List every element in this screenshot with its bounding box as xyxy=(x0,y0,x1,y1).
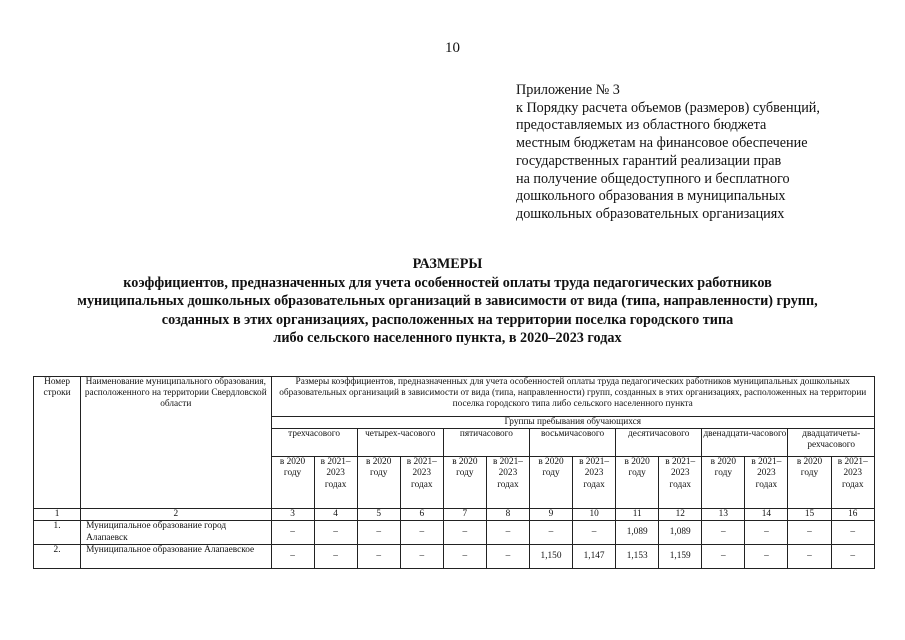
appendix-block xyxy=(516,82,820,224)
coefficient-cell: – xyxy=(702,521,745,545)
column-number: 7 xyxy=(443,509,486,521)
coefficient-cell: – xyxy=(400,521,443,545)
group-header: восьмичасового xyxy=(529,429,615,457)
coefficient-cell: 1,150 xyxy=(529,545,572,569)
column-number: 6 xyxy=(400,509,443,521)
year-header: в 2020 году xyxy=(357,457,400,509)
coefficient-cell: – xyxy=(788,545,831,569)
coefficient-cell: – xyxy=(486,521,529,545)
header-coefficient-sizes: Размеры коэффициентов, предназначенных для учета особенностей оплаты труда педагогических работников муниципальных дошкольных образовательных организаций в зависимости от вида (типа, направленности) групп, созданных в этих организациях, расположенных на территории поселка городского типа либо сельского населенного пункта xyxy=(271,377,875,417)
coefficient-cell: – xyxy=(788,521,831,545)
coefficient-cell: – xyxy=(314,545,357,569)
appendix-line: местным бюджетам на финансовое обеспечение xyxy=(516,135,808,152)
municipality-name: Муниципальное образование Алапаевское xyxy=(81,545,271,569)
coefficient-cell: – xyxy=(271,545,314,569)
column-number: 4 xyxy=(314,509,357,521)
municipality-name: Муниципальное образование город Алапаевск xyxy=(81,521,271,545)
coefficient-cell: – xyxy=(831,521,874,545)
coefficient-cell: 1,089 xyxy=(616,521,659,545)
column-number: 3 xyxy=(271,509,314,521)
year-header: в 2021–2023 годах xyxy=(745,457,788,509)
year-header: в 2020 году xyxy=(271,457,314,509)
title-heading: РАЗМЕРЫ xyxy=(412,256,483,272)
coefficient-cell: – xyxy=(357,545,400,569)
group-header: трехчасового xyxy=(271,429,357,457)
header-municipality-name: Наименование муниципального образования, расположенного на территории Свердловской области xyxy=(81,377,271,509)
coefficient-cell: – xyxy=(443,521,486,545)
coefficient-cell: – xyxy=(573,521,616,545)
column-number: 8 xyxy=(486,509,529,521)
year-header: в 2021–2023 годах xyxy=(659,457,702,509)
table-row xyxy=(34,545,875,569)
group-header: двадцатичеты-рехчасового xyxy=(788,429,875,457)
column-number: 10 xyxy=(573,509,616,521)
row-number: 2. xyxy=(34,545,81,569)
coefficient-cell: 1,147 xyxy=(573,545,616,569)
coefficient-cell: – xyxy=(486,545,529,569)
year-header: в 2021–2023 годах xyxy=(573,457,616,509)
title-line: муниципальных дошкольных образовательных организаций в зависимости от вида (типа, направленности) групп, xyxy=(77,293,818,309)
appendix-line: предоставляемых из областного бюджета xyxy=(516,117,767,134)
column-number: 13 xyxy=(702,509,745,521)
coefficient-cell: 1,089 xyxy=(659,521,702,545)
appendix-line: к Порядку расчета объемов (размеров) субвенций, xyxy=(516,99,820,116)
year-header: в 2020 году xyxy=(443,457,486,509)
coefficient-cell: – xyxy=(702,545,745,569)
year-header: в 2020 году xyxy=(788,457,831,509)
column-number: 5 xyxy=(357,509,400,521)
year-header: в 2021–2023 годах xyxy=(486,457,529,509)
coefficient-cell: – xyxy=(400,545,443,569)
appendix-line: Приложение № 3 xyxy=(516,82,620,98)
year-header: в 2021–2023 годах xyxy=(314,457,357,509)
appendix-line: дошкольного образования в муниципальных xyxy=(516,188,786,205)
column-number: 14 xyxy=(745,509,788,521)
column-number: 16 xyxy=(831,509,874,521)
coefficient-cell: – xyxy=(357,521,400,545)
year-header: в 2021–2023 годах xyxy=(400,457,443,509)
coefficient-cell: – xyxy=(745,545,788,569)
table-row xyxy=(34,521,875,545)
document-title xyxy=(0,255,895,348)
page-number: 10 xyxy=(445,40,460,56)
column-number: 1 xyxy=(34,509,81,521)
group-header: четырех-часового xyxy=(357,429,443,457)
coefficient-cell: – xyxy=(831,545,874,569)
group-header: пятичасового xyxy=(443,429,529,457)
header-row-number: Номер строки xyxy=(34,377,81,509)
year-header: в 2020 году xyxy=(616,457,659,509)
year-header: в 2021–2023 годах xyxy=(831,457,874,509)
coefficients-table xyxy=(33,376,875,569)
header-groups: Группы пребывания обучающихся xyxy=(271,417,875,429)
coefficient-cell: – xyxy=(443,545,486,569)
coefficient-cell: – xyxy=(314,521,357,545)
column-number: 12 xyxy=(659,509,702,521)
appendix-line: на получение общедоступного и бесплатного xyxy=(516,170,790,187)
group-header: десятичасового xyxy=(616,429,702,457)
title-line: коэффициентов, предназначенных для учета особенностей оплаты труда педагогических работников xyxy=(123,274,772,291)
column-number: 2 xyxy=(81,509,271,521)
coefficient-cell: – xyxy=(271,521,314,545)
appendix-line: дошкольных образовательных организациях xyxy=(516,205,785,222)
coefficient-cell: – xyxy=(745,521,788,545)
year-header: в 2020 году xyxy=(529,457,572,509)
column-number: 9 xyxy=(529,509,572,521)
year-header: в 2020 году xyxy=(702,457,745,509)
row-number: 1. xyxy=(34,521,81,545)
coefficient-cell: 1,159 xyxy=(659,545,702,569)
column-number: 11 xyxy=(616,509,659,521)
column-number: 15 xyxy=(788,509,831,521)
coefficient-cell: – xyxy=(529,521,572,545)
title-line: либо сельского населенного пункта, в 2020–2023 годах xyxy=(273,330,622,346)
title-line: созданных в этих организациях, расположенных на территории поселка городского типа xyxy=(161,311,734,328)
appendix-line: государственных гарантий реализации прав xyxy=(516,152,782,169)
coefficient-cell: 1,153 xyxy=(616,545,659,569)
group-header: двенадцати-часового xyxy=(702,429,788,457)
